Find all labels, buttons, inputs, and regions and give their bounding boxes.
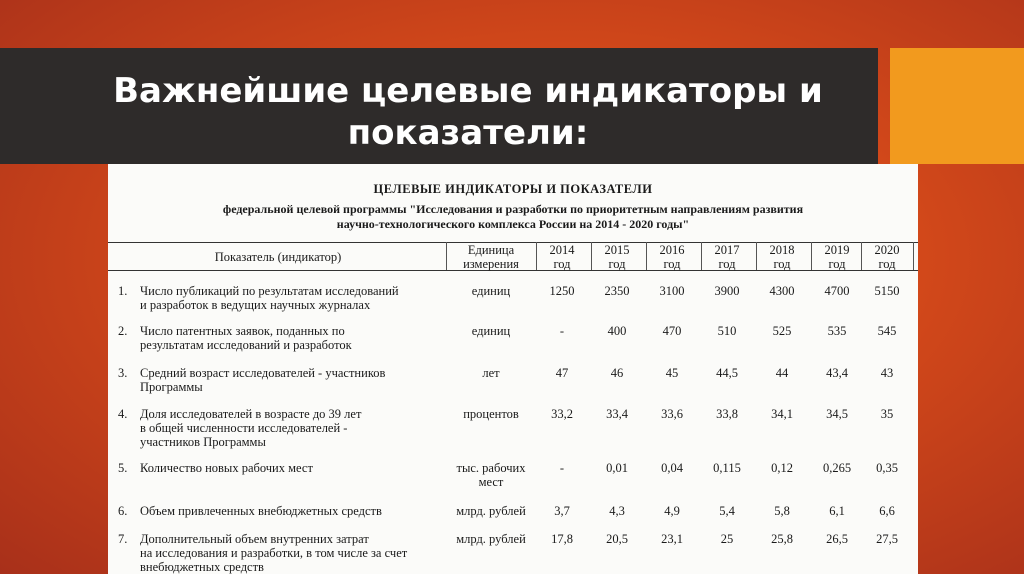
document-image xyxy=(108,164,918,574)
row-indicator-line: Дополнительный объем внутренних затрат xyxy=(140,532,369,546)
row-value-2017: 5,4 xyxy=(719,504,735,518)
row-number: 4. xyxy=(118,407,128,421)
header-year-suffix: год xyxy=(608,257,626,271)
row-value-2017: 510 xyxy=(717,324,737,338)
header-divider xyxy=(913,242,914,270)
row-value-2017: 44,5 xyxy=(716,366,738,380)
row-unit-line: процентов xyxy=(463,407,519,421)
row-value-2018: 34,1 xyxy=(771,407,793,421)
row-unit-line: млрд. рублей xyxy=(456,504,526,518)
row-unit xyxy=(446,284,536,298)
header-year-2018 xyxy=(756,243,808,271)
row-unit xyxy=(446,461,536,489)
row-indicator-text xyxy=(140,324,450,352)
header-indicator: Показатель (индикатор) xyxy=(214,250,342,264)
row-unit xyxy=(446,366,536,380)
row-indicator-line: участников Программы xyxy=(140,435,266,449)
header-year-suffix: год xyxy=(663,257,681,271)
header-year-suffix: год xyxy=(553,257,571,271)
row-value-2019: 535 xyxy=(827,324,847,338)
row-unit xyxy=(446,504,536,518)
header-year-2014 xyxy=(536,243,588,271)
document-heading: ЦЕЛЕВЫЕ ИНДИКАТОРЫ И ПОКАЗАТЕЛИ xyxy=(373,182,653,196)
row-value-2018: 44 xyxy=(775,366,789,380)
row-value-2015: 46 xyxy=(610,366,624,380)
header-divider xyxy=(446,242,447,270)
header-year-value: 2017 xyxy=(714,243,740,257)
header-divider xyxy=(591,242,592,270)
row-indicator-line: внебюджетных средств xyxy=(140,560,264,574)
accent-box xyxy=(890,48,1024,164)
row-value-2019: 34,5 xyxy=(826,407,848,421)
row-indicator-line: результатам исследований и разработок xyxy=(140,338,352,352)
row-indicator-text xyxy=(140,532,450,574)
header-year-suffix: год xyxy=(828,257,846,271)
row-indicator-text xyxy=(140,504,450,518)
row-value-2017: 3900 xyxy=(714,284,740,298)
row-indicator-text xyxy=(140,284,450,312)
row-value-2019: 0,265 xyxy=(822,461,852,475)
row-value-2019: 4700 xyxy=(824,284,850,298)
row-value-2020: 0,35 xyxy=(876,461,898,475)
row-unit-line: тыс. рабочих xyxy=(456,461,526,475)
header-divider xyxy=(756,242,757,270)
row-indicator-line: Число публикаций по результатам исследований xyxy=(140,284,399,298)
row-indicator-line: и разработок в ведущих научных журналах xyxy=(140,298,371,312)
slide-title-line2: показатели: xyxy=(347,113,589,153)
row-indicator-line: Средний возраст исследователей - участников xyxy=(140,366,386,380)
header-year-value: 2015 xyxy=(604,243,630,257)
row-indicator-line: Доля исследователей в возрасте до 39 лет xyxy=(140,407,362,421)
row-indicator-text xyxy=(140,407,450,449)
row-value-2015: 4,3 xyxy=(609,504,625,518)
row-unit xyxy=(446,407,536,421)
row-value-2015: 20,5 xyxy=(606,532,628,546)
header-year-value: 2016 xyxy=(659,243,685,257)
header-unit-line2: измерения xyxy=(463,257,519,271)
row-unit-line: лет xyxy=(482,366,500,380)
row-value-2016: 470 xyxy=(662,324,682,338)
row-value-2020: 5150 xyxy=(874,284,900,298)
row-value-2018: 525 xyxy=(772,324,792,338)
header-year-2016 xyxy=(646,243,698,271)
row-value-2020: 43 xyxy=(880,366,894,380)
row-unit-line: мест xyxy=(478,475,504,489)
row-value-2015: 2350 xyxy=(604,284,630,298)
row-number: 6. xyxy=(118,504,128,518)
row-value-2016: 3100 xyxy=(659,284,685,298)
header-unit xyxy=(446,243,536,271)
row-value-2019: 26,5 xyxy=(826,532,848,546)
row-value-2020: 545 xyxy=(877,324,897,338)
header-year-suffix: год xyxy=(878,257,896,271)
row-unit-line: млрд. рублей xyxy=(456,532,526,546)
header-year-suffix: год xyxy=(718,257,736,271)
row-value-2020: 35 xyxy=(880,407,894,421)
row-value-2018: 0,12 xyxy=(771,461,793,475)
row-number: 7. xyxy=(118,532,128,546)
slide-title-line1: Важнейшие целевые индикаторы и xyxy=(113,71,823,111)
row-value-2014: 17,8 xyxy=(551,532,573,546)
document-subheading-line2: научно-технологического комплекса России на 2014 - 2020 годы" xyxy=(336,217,690,231)
header-year-2015 xyxy=(591,243,643,271)
row-unit-line: единиц xyxy=(471,284,511,298)
row-value-2018: 5,8 xyxy=(774,504,790,518)
row-indicator-line: на исследования и разработки, в том числе за счет xyxy=(140,546,408,560)
header-year-2019 xyxy=(811,243,863,271)
header-divider xyxy=(811,242,812,270)
header-year-suffix: год xyxy=(773,257,791,271)
header-year-2017 xyxy=(701,243,753,271)
header-divider xyxy=(536,242,537,270)
row-value-2016: 33,6 xyxy=(661,407,683,421)
row-value-2020: 27,5 xyxy=(876,532,898,546)
row-value-2014: - xyxy=(559,324,565,338)
row-unit xyxy=(446,532,536,546)
row-value-2015: 33,4 xyxy=(606,407,628,421)
row-unit-line: единиц xyxy=(471,324,511,338)
header-unit-line1: Единица xyxy=(467,243,515,257)
row-value-2014: - xyxy=(559,461,565,475)
row-value-2014: 1250 xyxy=(549,284,575,298)
row-value-2016: 4,9 xyxy=(664,504,680,518)
header-year-value: 2018 xyxy=(769,243,795,257)
document-subheading-line1: федеральной целевой программы "Исследования и разработки по приоритетным направлениям развития xyxy=(222,202,804,216)
row-indicator-text xyxy=(140,461,450,475)
row-value-2014: 47 xyxy=(555,366,569,380)
row-number: 3. xyxy=(118,366,128,380)
row-value-2020: 6,6 xyxy=(879,504,895,518)
header-divider xyxy=(861,242,862,270)
header-year-value: 2020 xyxy=(874,243,900,257)
header-divider xyxy=(701,242,702,270)
header-divider xyxy=(646,242,647,270)
row-value-2017: 33,8 xyxy=(716,407,738,421)
header-year-value: 2014 xyxy=(549,243,575,257)
row-indicator-line: в общей численности исследователей - xyxy=(140,421,348,435)
slide-title xyxy=(108,70,828,154)
row-value-2016: 23,1 xyxy=(661,532,683,546)
row-indicator-line: Количество новых рабочих мест xyxy=(140,461,313,475)
row-value-2018: 4300 xyxy=(769,284,795,298)
row-value-2018: 25,8 xyxy=(771,532,793,546)
row-value-2015: 400 xyxy=(607,324,627,338)
row-value-2015: 0,01 xyxy=(606,461,628,475)
row-indicator-text xyxy=(140,366,450,394)
row-value-2019: 6,1 xyxy=(829,504,845,518)
row-value-2019: 43,4 xyxy=(826,366,848,380)
row-indicator-line: Программы xyxy=(140,380,203,394)
row-value-2017: 0,115 xyxy=(713,461,741,475)
row-value-2014: 33,2 xyxy=(551,407,573,421)
row-number: 2. xyxy=(118,324,128,338)
row-value-2014: 3,7 xyxy=(554,504,570,518)
row-indicator-line: Число патентных заявок, поданных по xyxy=(140,324,345,338)
row-value-2017: 25 xyxy=(720,532,734,546)
row-unit xyxy=(446,324,536,338)
row-indicator-line: Объем привлеченных внебюджетных средств xyxy=(140,504,382,518)
row-number: 5. xyxy=(118,461,128,475)
header-year-value: 2019 xyxy=(824,243,850,257)
row-value-2016: 0,04 xyxy=(661,461,683,475)
row-number: 1. xyxy=(118,284,128,298)
header-year-2020 xyxy=(861,243,913,271)
row-value-2016: 45 xyxy=(665,366,679,380)
